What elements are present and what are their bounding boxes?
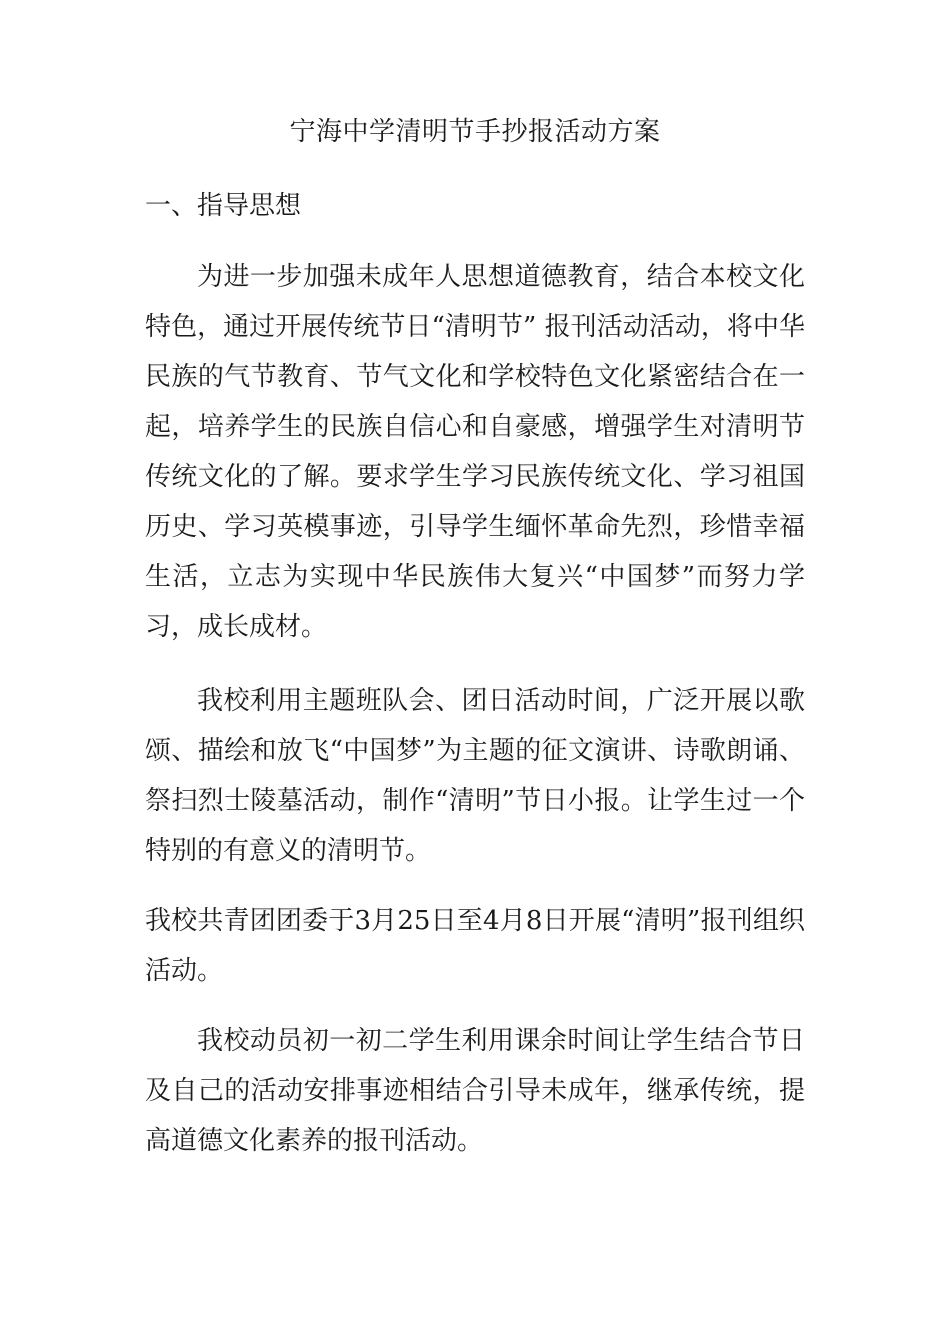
- paragraph-guiding-ideology: 为进一步加强未成年人思想道德教育，结合本校文化特色，通过开展传统节日“清明节” 报刊活动活动，将中华民族的气节教育、节气文化和学校特色文化紧密结合在一起，培养学生的民族自信心和自豪感，增强学生对清明节传统文化的了解。要求学生学习民族传统文化、学习祖国历史、学习英模事迹，引导学生缅怀革命先烈，珍惜幸福生活，立志为实现中华民族伟大复兴“中国梦”而努力学习，成长成材。: [145, 262, 805, 642]
- paragraph-league-schedule: 我校共青团团委于3月25日至4月8日开展“清明”报刊组织活动。: [145, 906, 805, 986]
- section-heading-guiding-ideology: 一、指导思想: [145, 191, 302, 221]
- document-title: 宁海中学清明节手抄报活动方案: [289, 117, 661, 147]
- paragraph-student-mobilization: 我校动员初一初二学生利用课余时间让学生结合节日及自己的活动安排事迹相结合引导未成年，继承传统，提高道德文化素养的报刊活动。: [145, 1026, 805, 1156]
- paragraph-class-activities: 我校利用主题班队会、团日活动时间，广泛开展以歌颂、描绘和放飞“中国梦”为主题的征文演讲、诗歌朗诵、祭扫烈士陵墓活动，制作“清明”节日小报。让学生过一个特别的有意义的清明节。: [145, 686, 805, 866]
